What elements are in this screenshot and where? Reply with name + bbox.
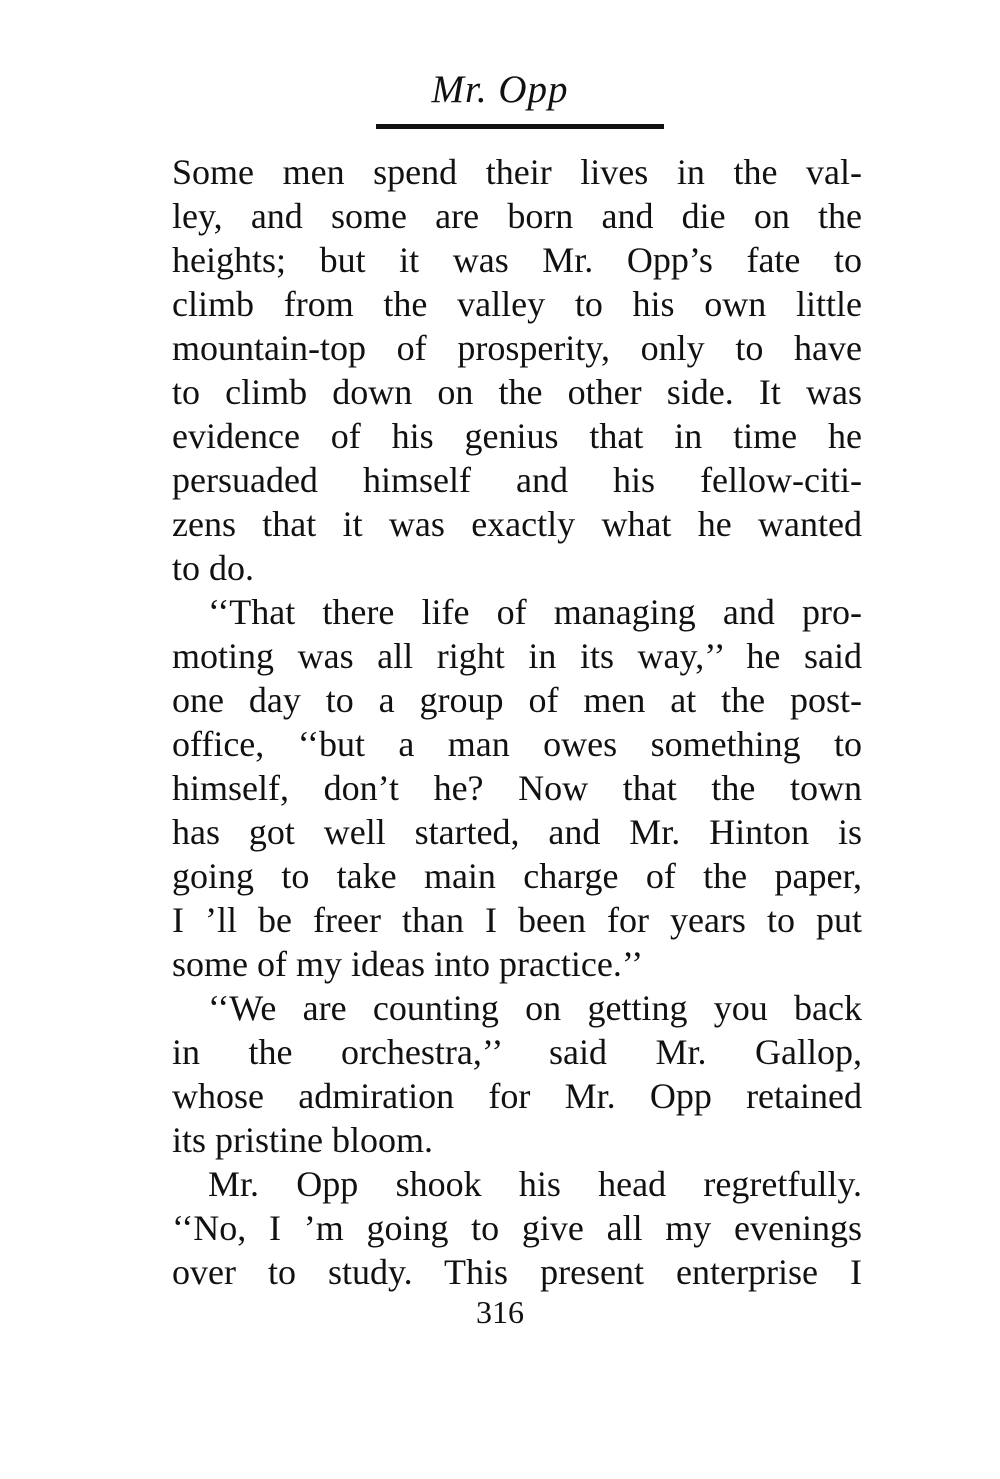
text-line: mountain-top of prosperity, only to have — [172, 328, 862, 368]
text-line: its pristine bloom. — [172, 1120, 433, 1160]
text-line: to climb down on the other side. It was — [172, 372, 862, 412]
text-line: ‘‘We are counting on getting you back — [208, 988, 862, 1028]
running-head: Mr. Opp — [431, 68, 569, 111]
text-line: zens that it was exactly what he wanted — [172, 504, 862, 544]
text-line: persuaded himself and his fellow-citi- — [172, 460, 862, 500]
page-number: 316 — [476, 1294, 524, 1330]
text-line: Some men spend their lives in the val- — [172, 152, 862, 192]
text-line: over to study. This present enterprise I — [172, 1252, 862, 1292]
header-rule — [376, 124, 664, 129]
text-line: office, ‘‘but a man owes something to — [172, 724, 862, 764]
text-line: ‘‘That there life of managing and pro- — [208, 592, 862, 632]
text-line: ‘‘No, I ’m going to give all my evenings — [172, 1208, 862, 1248]
text-line: going to take main charge of the paper, — [172, 856, 862, 896]
text-line: in the orchestra,’’ said Mr. Gallop, — [172, 1032, 862, 1072]
text-line: to do. — [172, 548, 255, 588]
text-line: evidence of his genius that in time he — [172, 416, 862, 456]
text-line: ley, and some are born and die on the — [172, 196, 862, 236]
text-line: moting was all right in its way,’’ he said — [172, 636, 862, 676]
text-line: climb from the valley to his own little — [172, 284, 862, 324]
text-line: heights; but it was Mr. Opp’s fate to — [172, 240, 862, 280]
text-line: has got well started, and Mr. Hinton is — [172, 812, 862, 852]
text-line: some of my ideas into practice.’’ — [172, 944, 644, 984]
text-line: himself, don’t he? Now that the town — [172, 768, 862, 808]
text-line: whose admiration for Mr. Opp retained — [172, 1076, 862, 1116]
text-line: I ’ll be freer than I been for years to put — [172, 900, 862, 940]
text-line: Mr. Opp shook his head regretfully. — [208, 1164, 862, 1204]
text-line: one day to a group of men at the post- — [172, 680, 862, 720]
